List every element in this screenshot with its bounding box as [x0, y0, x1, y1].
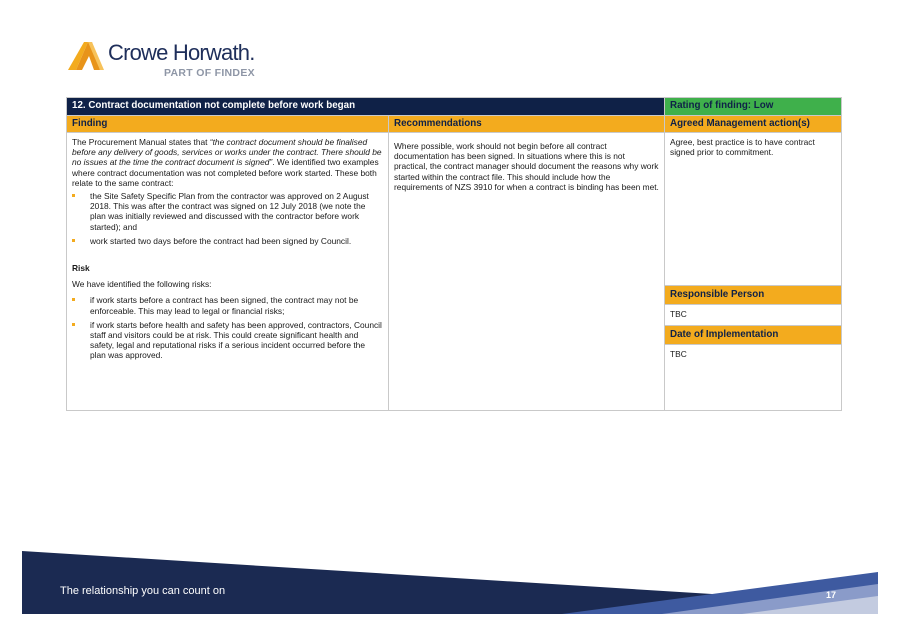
list-item: if work starts before a contract has been signed, the contract may not be enforceable. This may lead to legal or financial risks;: [72, 295, 383, 315]
brand-subtitle: PART OF FINDEX: [164, 67, 255, 79]
finding-table: [66, 97, 842, 411]
rating-badge: Rating of finding: Low: [665, 98, 842, 116]
finding-paragraph: The Procurement Manual states that “the contract document should be finalised before any delivery of goods, services or works under the contract. There should be no issues at the time the contract document is signed”. We identified two examples where contract documentation was not completed before work started. These both relate to the same contract:: [72, 137, 382, 188]
responsible-person-value: TBC: [670, 309, 687, 319]
agreed-action-text: Agree, best practice is to have contract signed prior to commitment.: [670, 137, 815, 158]
list-item: if work starts before health and safety has been approved, contractors, Council staff and visitors could be at risk. This could create significant health and safety, legal and reputational risks if a serious incident occurred before the plan was approved.: [72, 320, 383, 361]
finding-cell: [67, 133, 389, 411]
responsible-person-label: Responsible Person: [665, 285, 841, 305]
recommendations-cell: [389, 133, 665, 411]
crowe-chevron-icon: [66, 38, 106, 72]
footer-tagline: The relationship you can count on: [60, 585, 226, 597]
footer-banner: [22, 548, 878, 614]
recommendation-text: Where possible, work should not begin before all contract documentation has been signed. In situations where this is not practical, the contract manager should document the reasons why work started within the contract file. This should include how the requirements of NZS 3910 for when a contract is binding has been met.: [394, 141, 659, 192]
finding-title: 12. Contract documentation not complete before work began: [67, 98, 665, 116]
risk-bullet-list: [72, 295, 383, 360]
risk-heading: Risk: [72, 263, 90, 274]
list-item: work started two days before the contract had been signed by Council.: [72, 236, 383, 246]
procurement-manual-quote: “the contract document should be finalised before any delivery of goods, services or works under the contract. There should be no issues at the time the contract document is signed”: [72, 137, 382, 168]
date-of-implementation-label: Date of Implementation: [665, 325, 841, 345]
brand-name: Crowe Horwath.: [108, 40, 255, 65]
management-cell: [665, 133, 842, 411]
column-header-finding: Finding: [67, 116, 389, 133]
crowe-horwath-logo: [66, 38, 266, 84]
date-of-implementation-value: TBC: [670, 349, 687, 359]
finding-bullet-list: [72, 191, 383, 246]
risk-intro: We have identified the following risks:: [72, 279, 212, 290]
page-number: 17: [826, 590, 837, 600]
column-header-agreed-actions: Agreed Management action(s): [665, 116, 842, 133]
list-item: the Site Safety Specific Plan from the contractor was approved on 2 August 2018. This was after the contract was signed on 12 July 2018 (we note the plan was initially reviewed and discussed with the contractor before work started); and: [72, 191, 383, 232]
column-header-recommendations: Recommendations: [389, 116, 665, 133]
